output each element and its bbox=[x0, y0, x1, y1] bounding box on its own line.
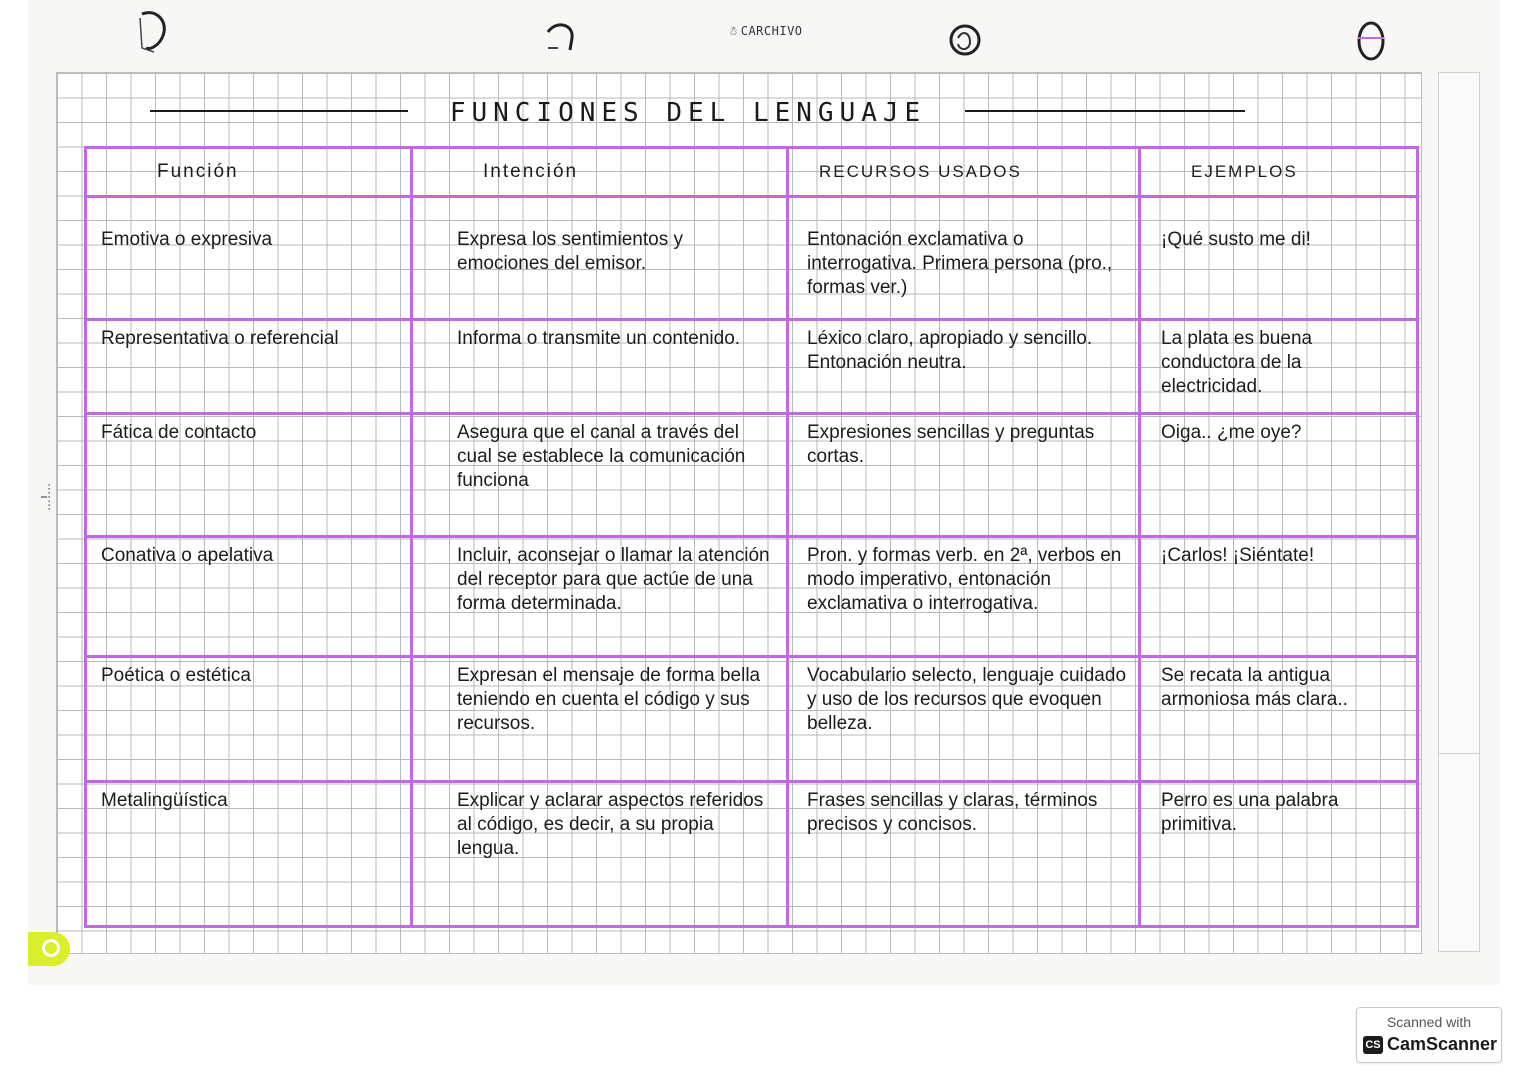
table-row bbox=[86, 413, 1418, 536]
cell-intencion: Informa o transmite un contenido. bbox=[412, 319, 788, 413]
title-rule-right bbox=[965, 110, 1245, 112]
cell-recursos: Vocabulario selecto, lenguaje cuidado y uso de los recursos que evoquen belleza. bbox=[788, 657, 1140, 782]
cell-ejemplos: ¡Carlos! ¡Siéntate! bbox=[1140, 536, 1418, 657]
binder-ring-icon bbox=[948, 18, 982, 64]
cell-intencion: Expresa los sentimientos y emociones del emisor. bbox=[412, 197, 788, 320]
cell-ejemplos: Oiga.. ¿me oye? bbox=[1140, 413, 1418, 536]
camscanner-watermark bbox=[1356, 1007, 1502, 1063]
column-header-recursos: RECURSOS USADOS bbox=[788, 148, 1140, 197]
cell-funcion: Representativa o referencial bbox=[86, 319, 412, 413]
page-edge-strip bbox=[1438, 72, 1480, 952]
cell-recursos: Léxico claro, apropiado y sencillo. Entonación neutra. bbox=[788, 319, 1140, 413]
carchivo-logo-icon: ☃ bbox=[730, 24, 738, 38]
yellow-badge-icon bbox=[28, 932, 70, 966]
cell-funcion: Fática de contacto bbox=[86, 413, 412, 536]
cell-intencion: Explicar y aclarar aspectos referidos al código, es decir, a su propia lengua. bbox=[412, 781, 788, 926]
table-row bbox=[86, 657, 1418, 782]
binder-ring-icon bbox=[136, 8, 170, 54]
table-row bbox=[86, 319, 1418, 413]
cell-ejemplos: Se recata la antigua armoniosa más clara.. bbox=[1140, 657, 1418, 782]
table-row bbox=[86, 536, 1418, 657]
column-header-funcion: Función bbox=[86, 148, 412, 197]
column-header-intencion: Intención bbox=[412, 148, 788, 197]
margin-mark: ...!... bbox=[38, 483, 53, 511]
cell-intencion: Asegura que el canal a través del cual se establece la comunicación funciona bbox=[412, 413, 788, 536]
camscanner-logo-icon: CS bbox=[1363, 1036, 1383, 1054]
title-banner bbox=[150, 96, 1245, 132]
cell-funcion: Metalingüística bbox=[86, 781, 412, 926]
binder-ring-icon bbox=[1354, 18, 1388, 64]
column-header-ejemplos: EJEMPLOS bbox=[1140, 148, 1418, 197]
title-rule-left bbox=[150, 110, 408, 112]
cell-ejemplos: La plata es buena conductora de la electricidad. bbox=[1140, 319, 1418, 413]
carchivo-text: CARCHIVO bbox=[740, 24, 803, 38]
cell-recursos: Pron. y formas verb. en 2ª, verbos en modo imperativo, entonación exclamativa o interrogativa. bbox=[788, 536, 1140, 657]
cell-recursos: Expresiones sencillas y preguntas cortas. bbox=[788, 413, 1140, 536]
carchivo-brand bbox=[730, 24, 803, 38]
cell-funcion: Poética o estética bbox=[86, 657, 412, 782]
cell-funcion: Conativa o apelativa bbox=[86, 536, 412, 657]
functions-table bbox=[84, 146, 1419, 928]
table-header-row bbox=[86, 148, 1418, 197]
scanned-with-text: Scanned with bbox=[1386, 1014, 1472, 1030]
cell-ejemplos: Perro es una palabra primitiva. bbox=[1140, 781, 1418, 926]
cell-recursos: Frases sencillas y claras, términos precisos y concisos. bbox=[788, 781, 1140, 926]
camscanner-name: CamScanner bbox=[1387, 1034, 1498, 1054]
table-row bbox=[86, 781, 1418, 926]
cell-ejemplos: ¡Qué susto me di! bbox=[1140, 197, 1418, 320]
cell-intencion: Expresan el mensaje de forma bella teniendo en cuenta el código y sus recursos. bbox=[412, 657, 788, 782]
page-title: FUNCIONES DEL LENGUAJE bbox=[449, 98, 927, 128]
cell-recursos: Entonación exclamativa o interrogativa. Primera persona (pro., formas ver.) bbox=[788, 197, 1140, 320]
binder-ring-icon bbox=[542, 18, 576, 64]
table-row bbox=[86, 197, 1418, 320]
cell-intencion: Incluir, aconsejar o llamar la atención del receptor para que actúe de una forma determinada. bbox=[412, 536, 788, 657]
cell-funcion: Emotiva o expresiva bbox=[86, 197, 412, 320]
